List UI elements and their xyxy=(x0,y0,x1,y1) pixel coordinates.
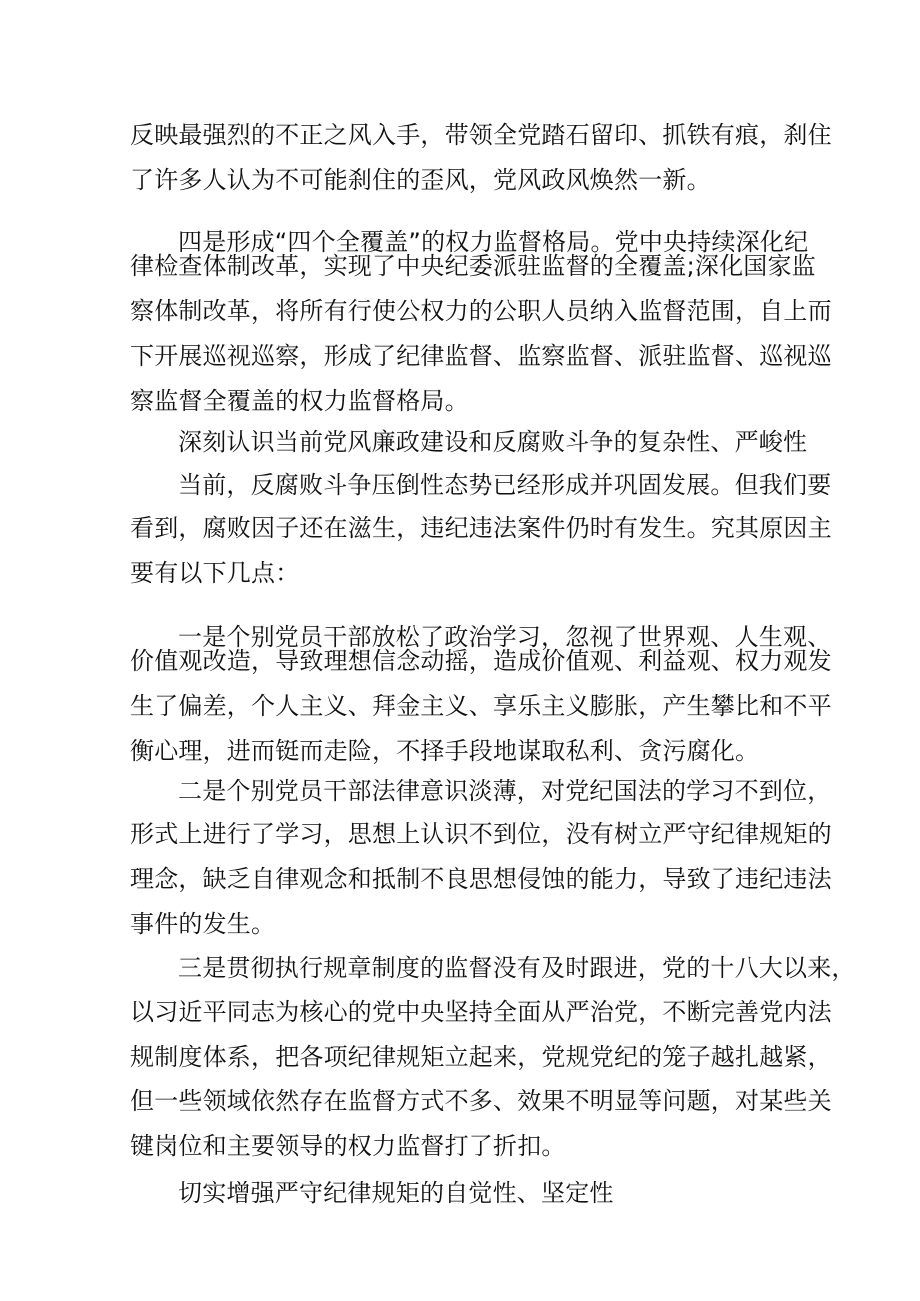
text-line: 一是个别党员干部放松了政治学习，忽视了世界观、人生观、 xyxy=(178,623,832,651)
text-line: 理念，缺乏自律观念和抵制不良思想侵蚀的能力，导致了违纪违法 xyxy=(130,865,832,893)
text-line: 生了偏差，个人主义、拜金主义、享乐主义膨胀，产生攀比和不平 xyxy=(130,692,832,720)
text-line: 形式上进行了学习，思想上认识不到位，没有树立严守纪律规矩的 xyxy=(130,820,832,848)
text-line: 事件的发生。 xyxy=(130,910,276,938)
text-line: 察监督全覆盖的权力监督格局。 xyxy=(130,387,469,415)
text-line: 下开展巡视巡察，形成了纪律监督、监察监督、派驻监督、巡视巡 xyxy=(130,342,832,370)
section-heading: 切实增强严守纪律规矩的自觉性、坚定性 xyxy=(178,1179,614,1207)
text-line: 律检查体制改革，实现了中央纪委派驻监督的全覆盖;深化国家监 xyxy=(130,252,816,280)
text-line: 规制度体系，把各项纪律规矩立起来，党规党纪的笼子越扎越紧， xyxy=(130,1043,832,1071)
text-line: 但一些领域依然存在监督方式不多、效果不明显等问题，对某些关 xyxy=(130,1087,832,1115)
text-line: 反映最强烈的不正之风入手，带领全党踏石留印、抓铁有痕，刹住 xyxy=(130,121,832,149)
text-line: 当前，反腐败斗争压倒性态势已经形成并巩固发展。但我们要 xyxy=(178,471,832,499)
text-line: 看到，腐败因子还在滋生，违纪违法案件仍时有发生。究其原因主 xyxy=(130,514,832,542)
section-heading: 深刻认识当前党风廉政建设和反腐败斗争的复杂性、严峻性 xyxy=(178,428,808,456)
text-line: 了许多人认为不可能刹住的歪风，党风政风焕然一新。 xyxy=(130,166,711,194)
text-line: 四是形成“四个全覆盖”的权力监督格局。党中央持续深化纪 xyxy=(178,228,809,256)
text-line: 以习近平同志为核心的党中央坚持全面从严治党，不断完善党内法 xyxy=(130,998,832,1026)
text-line: 二是个别党员干部法律意识淡薄，对党纪国法的学习不到位， xyxy=(178,777,832,805)
text-line: 衡心理，进而铤而走险，不择手段地谋取私利、贪污腐化。 xyxy=(130,737,760,765)
text-line: 要有以下几点： xyxy=(130,559,300,587)
text-line: 键岗位和主要领导的权力监督打了折扣。 xyxy=(130,1132,566,1160)
text-line: 察体制改革，将所有行使公权力的公职人员纳入监督范围，自上而 xyxy=(130,297,832,325)
text-line: 价值观改造，导致理想信念动摇，造成价值观、利益观、权力观发 xyxy=(130,647,832,675)
text-line: 三是贯彻执行规章制度的监督没有及时跟进，党的十八大以来， xyxy=(178,954,856,982)
